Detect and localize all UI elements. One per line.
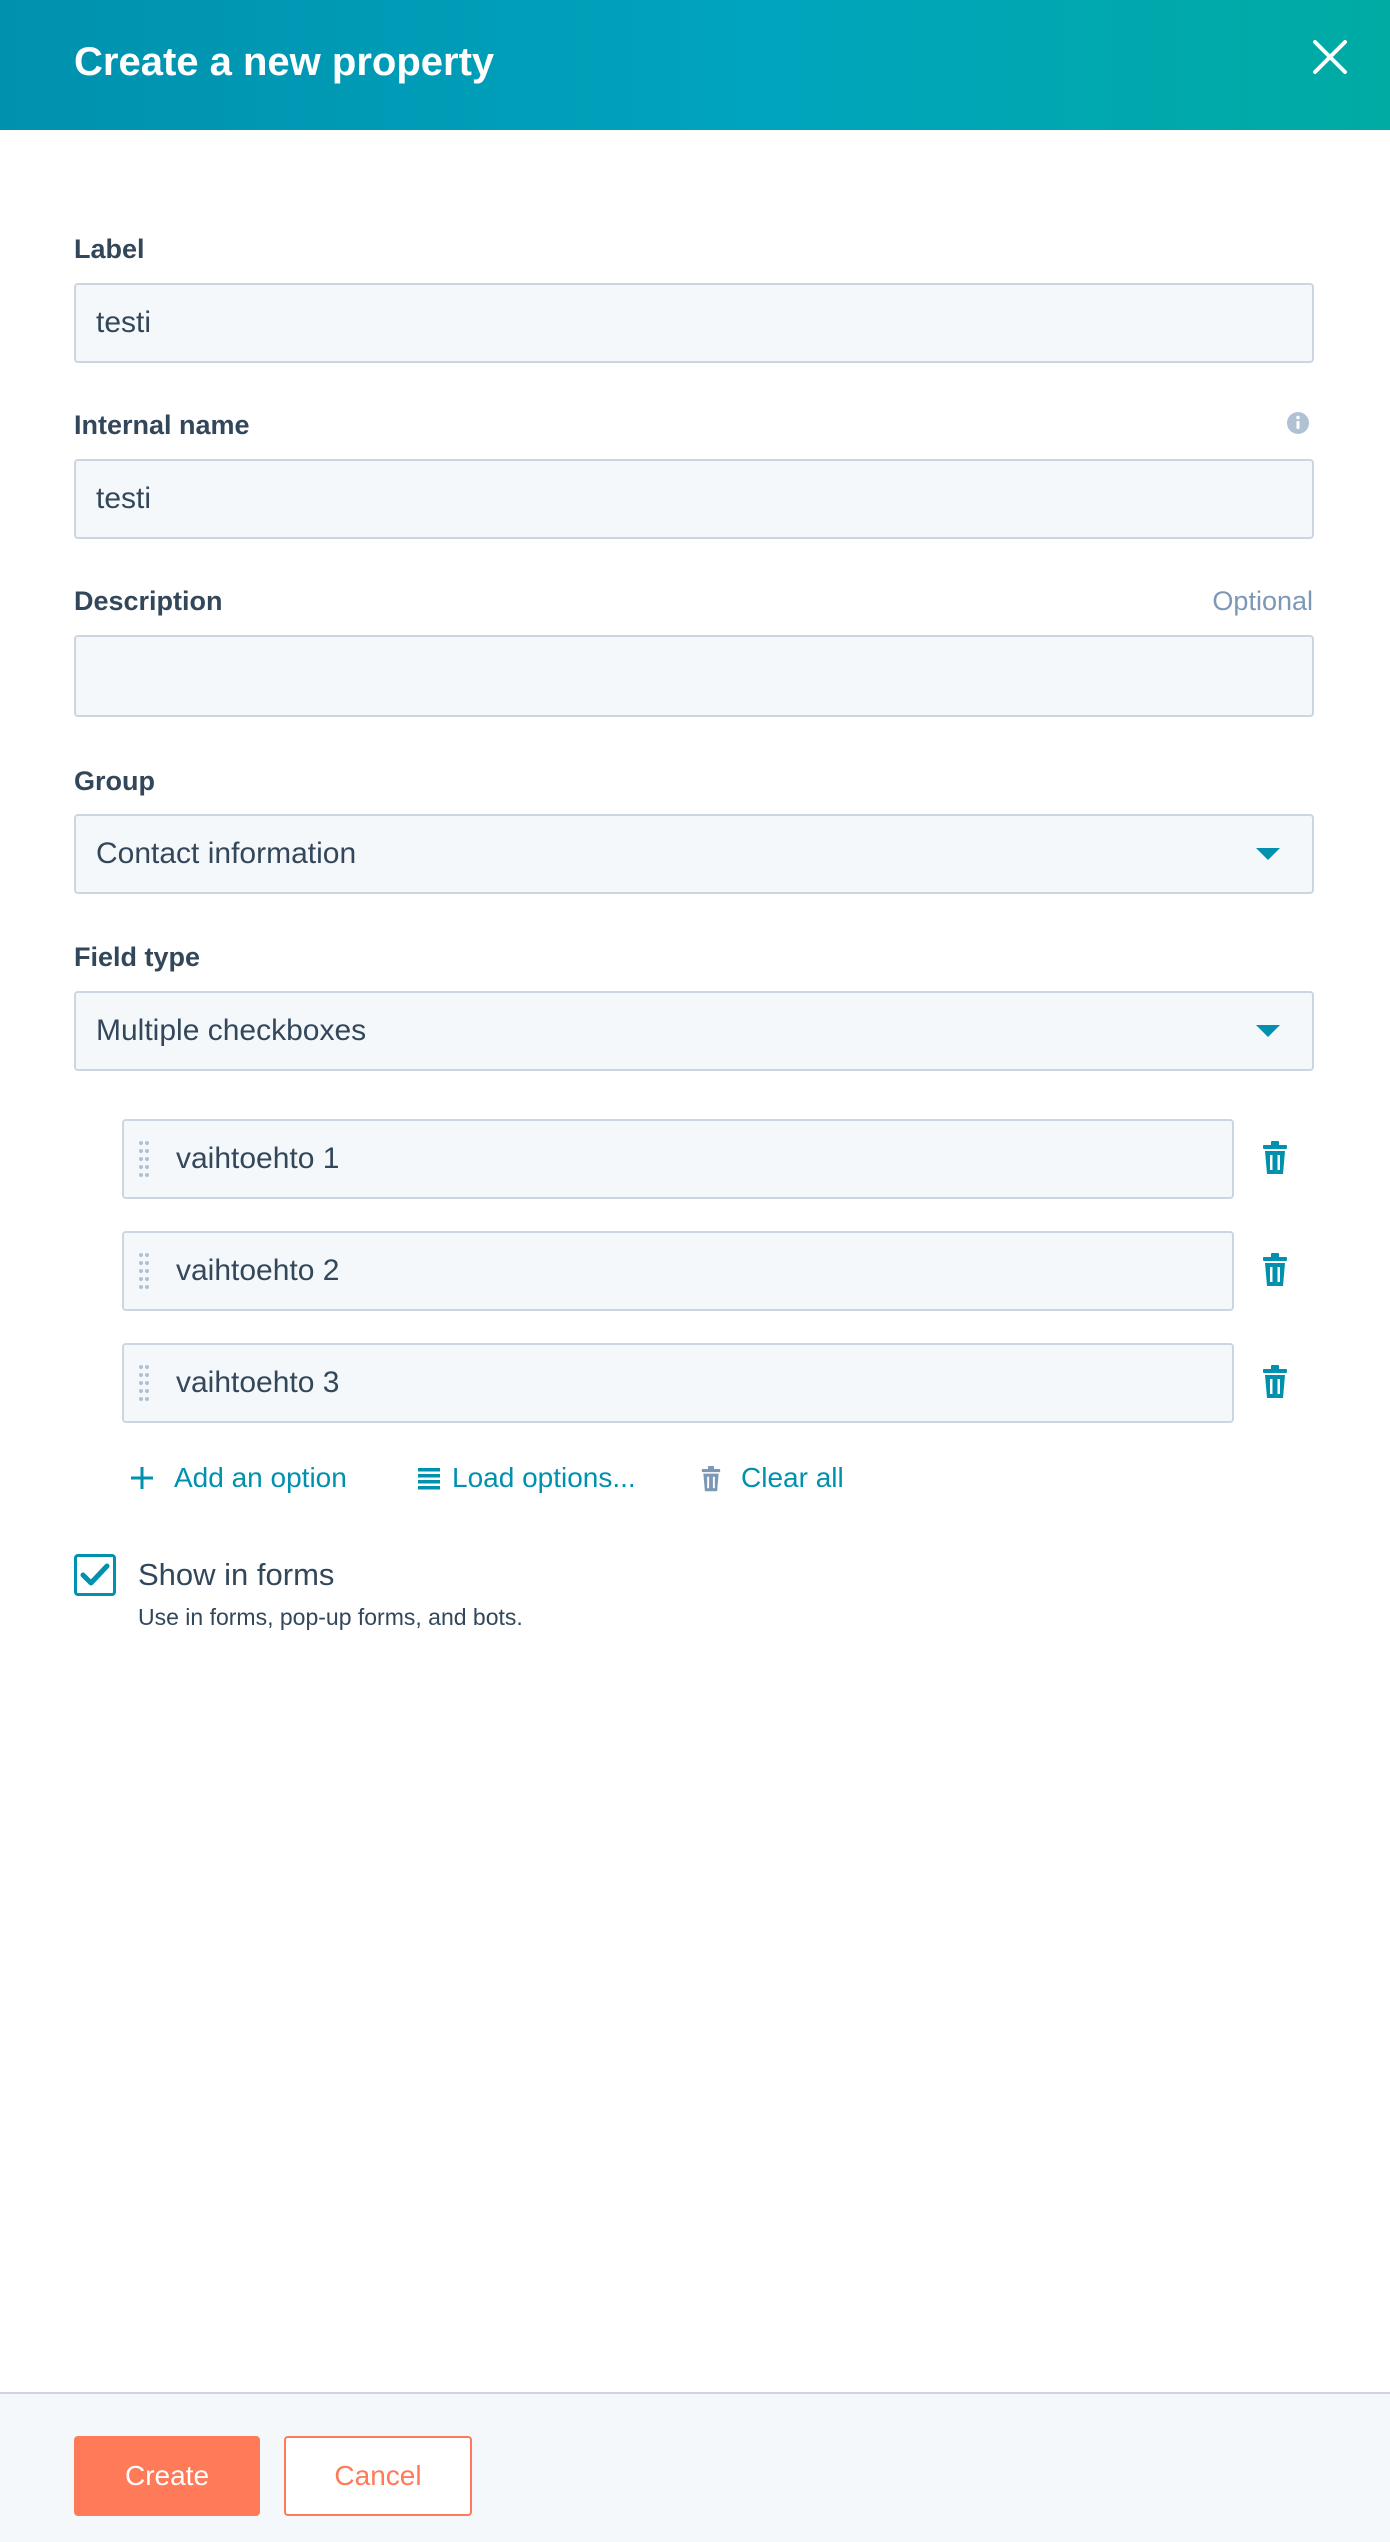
label-field-label: Label	[74, 234, 145, 264]
caret-down-icon	[1256, 848, 1280, 860]
field-type-select-value: Multiple checkboxes	[96, 1014, 367, 1047]
delete-option-trash-icon[interactable]	[1261, 1141, 1289, 1175]
drag-handle-icon[interactable]	[138, 1139, 150, 1183]
group-field-label: Group	[74, 766, 155, 796]
plus-icon	[130, 1466, 154, 1490]
delete-option-trash-icon[interactable]	[1261, 1365, 1289, 1399]
option-label: vaihtoehto 2	[176, 1254, 340, 1287]
close-icon	[1305, 32, 1355, 82]
modal-header	[0, 0, 1390, 130]
group-select-value: Contact information	[96, 837, 357, 870]
drag-handle-icon[interactable]	[138, 1251, 150, 1295]
load-options-label: Load options...	[452, 1462, 636, 1493]
field-type-select[interactable]	[74, 991, 1314, 1071]
option-row[interactable]	[122, 1343, 1234, 1423]
add-option-button[interactable]	[130, 1458, 362, 1498]
show-in-forms-help: Use in forms, pop-up forms, and bots.	[138, 1604, 523, 1630]
add-option-label: Add an option	[174, 1462, 347, 1493]
description-input[interactable]	[74, 635, 1314, 717]
caret-down-icon	[1256, 1025, 1280, 1037]
option-label: vaihtoehto 3	[176, 1366, 340, 1399]
create-button[interactable]: Create	[74, 2436, 260, 2516]
modal-title: Create a new property	[74, 40, 495, 84]
trash-icon	[700, 1466, 722, 1492]
internal-name-input[interactable]: testi	[74, 459, 1314, 539]
load-options-button[interactable]	[418, 1458, 646, 1498]
label-input[interactable]: testi	[74, 283, 1314, 363]
option-row[interactable]	[122, 1231, 1234, 1311]
clear-all-button[interactable]	[700, 1458, 850, 1498]
internal-name-field-label: Internal name	[74, 410, 250, 440]
clear-all-label: Clear all	[741, 1462, 844, 1493]
delete-option-trash-icon[interactable]	[1261, 1253, 1289, 1287]
show-in-forms-label: Show in forms	[138, 1557, 335, 1592]
list-icon	[418, 1466, 440, 1490]
drag-handle-icon[interactable]	[138, 1363, 150, 1407]
field-type-field-label: Field type	[74, 942, 201, 972]
close-button[interactable]	[1305, 32, 1355, 82]
option-label: vaihtoehto 1	[176, 1142, 340, 1175]
cancel-button[interactable]: Cancel	[284, 2436, 472, 2516]
description-field-label: Description	[74, 586, 223, 616]
optional-tag: Optional	[1212, 586, 1313, 616]
group-select[interactable]	[74, 814, 1314, 894]
show-in-forms-checkbox[interactable]	[74, 1554, 116, 1596]
option-row[interactable]	[122, 1119, 1234, 1199]
checkmark-icon	[77, 1557, 113, 1593]
info-icon[interactable]	[1286, 411, 1310, 435]
